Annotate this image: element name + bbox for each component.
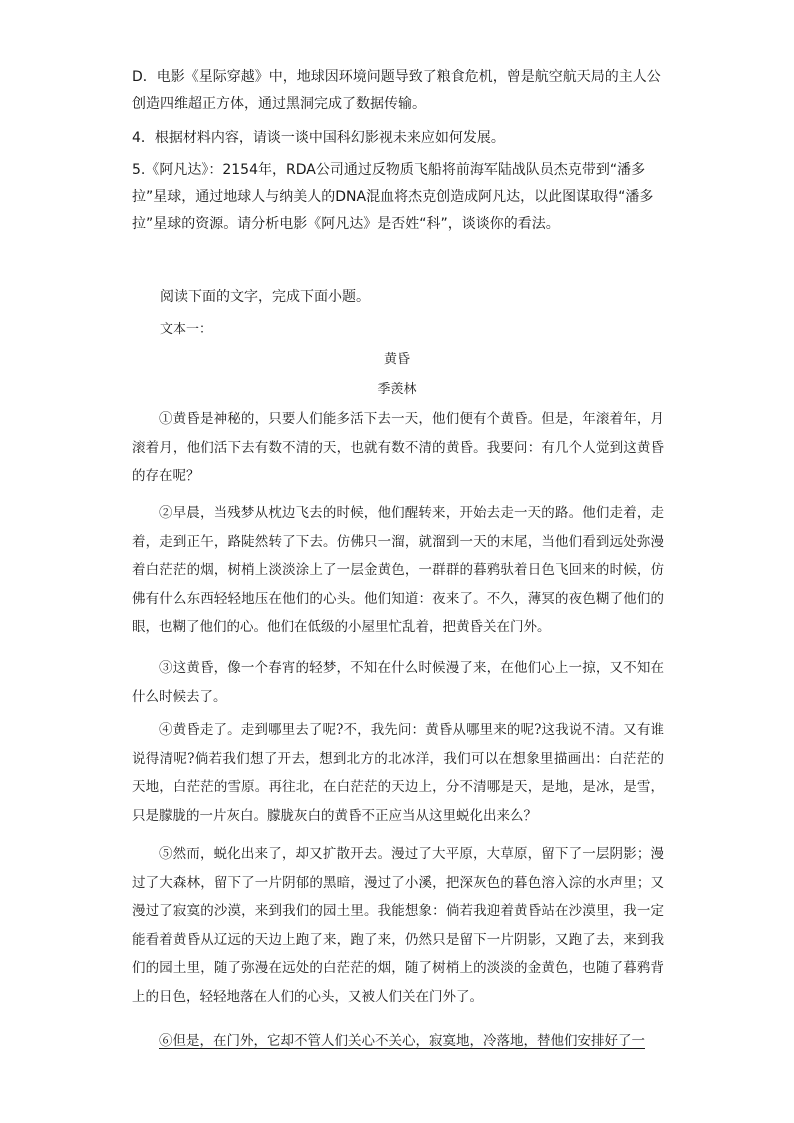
essay-author: 季羡林 (377, 382, 417, 397)
essay-paragraph-6 (132, 1027, 664, 1056)
text-label: 文本一： (160, 322, 213, 337)
essay-paragraph-3: ③这黄昏，像一个春宵的轻梦，不知在什么时候漫了来，在他们心上一掠，又不知在什么时候去了。 (132, 660, 664, 705)
essay-paragraph-2: ②早晨，当残梦从枕边飞去的时候，他们醒转来，开始去走一天的路。他们走着，走着，走到正午，路陡然转了下去。仿佛只一溜，就溜到一天的末尾，当他们看到远处弥漫着白茫茫的烟，树梢上淡淡涂上了一层金黄色，一群群的暮鸦驮着日色飞回来的时候，仿佛有什么东西轻轻地压在他们的心头。他们知道：夜来了。不久，薄冥的夜色糊了他们的眼，也糊了他们的心。他们在低级的小屋里忙乱着，把黄昏关在门外。 (132, 505, 664, 635)
essay-paragraph-4: ④黄昏走了。走到哪里去了呢?不，我先问：黄昏从哪里来的呢?这我说不清。又有谁说得清呢?倘若我们想了开去，想到北方的北冰洋，我们可以在想象里描画出：白茫茫的天地，白茫茫的雪原。再往北，在白茫茫的天边上，分不清哪是天，是地，是冰，是雪，只是朦胧的一片灰白。朦胧灰白的黄昏不正应当从这里蜕化出来么？ (132, 722, 664, 824)
question-3-option-d: D．电影《星际穿越》中，地球因环境问题导致了粮食危机，曾是航空航天局的主人公创造四维超正方体，通过黑洞完成了数据传输。 (132, 69, 661, 112)
essay-paragraph-1: ①黄昏是神秘的，只要人们能多活下去一天，他们便有个黄昏。但是，年滚着年，月滚着月，他们活下去有数不清的天，也就有数不清的黄昏。我要问：有几个人觉到这黄昏的存在呢？ (132, 411, 664, 484)
reading-instruction: 阅读下面的文字，完成下面小题。 (160, 289, 370, 305)
underlined-sentence: ⑥但是，在门外，它却不管人们关心不关心，寂寞地，冷落地，替他们安排好了一 (159, 1033, 645, 1049)
essay-title: 黄昏 (383, 352, 410, 367)
question-5: 5.《阿凡达》：2154年，RDA公司通过反物质飞船将前海军陆战队员杰克带到“潘多拉”星球，通过地球人与纳美人的DNA混血将杰克创造成阿凡达，以此图谋取得“潘多拉”星球的资源。请分析电影《阿凡达》是否姓“科”，谈谈你的看法。 (132, 162, 654, 232)
question-4: 4．根据材料内容，请谈一谈中国科幻影视未来应如何发展。 (132, 130, 505, 146)
essay-paragraph-5: ⑤然而，蜕化出来了，却又扩散开去。漫过了大平原，大草原，留下了一层阴影；漫过了大森林，留下了一片阴郁的黑暗，漫过了小溪，把深灰色的暮色溶入淙的水声里；又漫过了寂寞的沙漠，来到我们的园土里。我能想象：倘若我迎着黄昏站在沙漠里，我一定能看着黄昏从辽远的天边上跑了来，跑了来，仍然只是留下一片阴影，又跑了去，来到我们的园土里，随了弥漫在远处的白茫茫的烟，随了树梢上的淡淡的金黄色，也随了暮鸦背上的日色，轻轻地落在人们的心头，又被人们关在门外了。 (132, 846, 664, 1005)
